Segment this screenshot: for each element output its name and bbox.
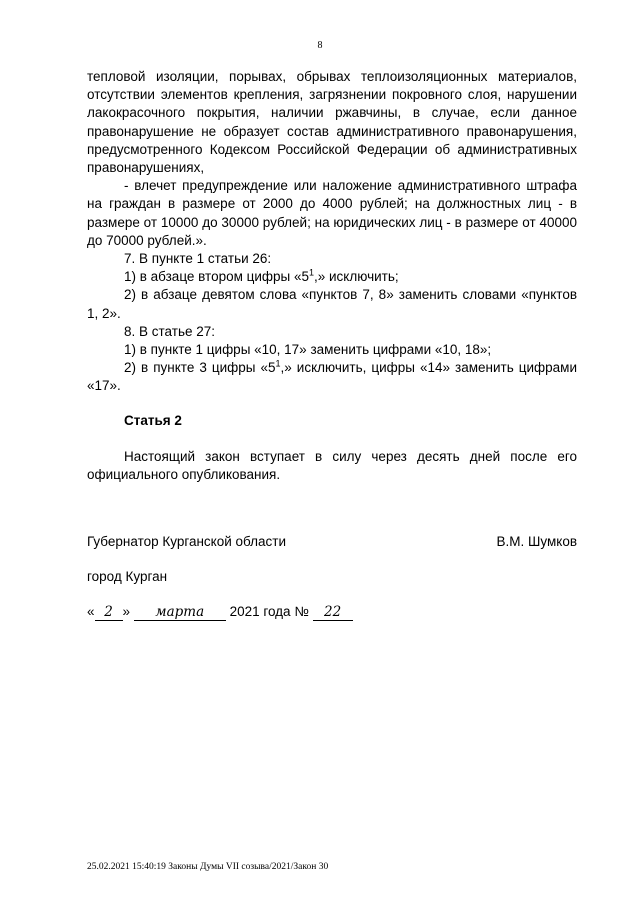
page-number: 8 (317, 40, 323, 51)
paragraph: 7. В пункте 1 статьи 26: (124, 251, 272, 267)
paragraph: 2) в абзаце девятом слова «пунктов 7, 8» заменить словами «пунктов 1, 2». (87, 287, 577, 321)
paragraph: 1) в пункте 1 цифры «10, 17» заменить цифрами «10, 18»; (124, 342, 492, 358)
handwritten-day: 2 (95, 605, 123, 621)
signatory-position: Губернатор Курганской области (87, 534, 287, 549)
year-and-number-label: 2021 года № (229, 604, 309, 619)
date-line (87, 604, 353, 621)
paragraph-text: ,» исключить; (314, 269, 399, 285)
open-quote: « (87, 604, 95, 619)
signature-row (87, 534, 577, 549)
article-heading: Статья 2 (124, 413, 182, 428)
close-quote: » (122, 604, 131, 619)
paragraph-text: 1) в абзаце втором цифры «5 (124, 269, 309, 285)
law-text-body (87, 68, 577, 396)
signatory-name: В.М. Шумков (496, 534, 577, 549)
city-label: город Курган (87, 569, 168, 584)
handwritten-number: 22 (313, 605, 353, 621)
paragraph: - влечет предупреждение или наложение административного штрафа на граждан в размере от 2000 до 4000 рублей; на должностных лиц - в размере от 10000 до 30000 рублей; на юридических лиц - в размере от 40000 до 70000 рублей.». (87, 178, 577, 248)
paragraph-text: 2) в пункте 3 цифры «5 (124, 360, 276, 376)
paragraph-text: ,» исключить, цифры «14» заменить цифрами «17». (87, 360, 577, 394)
document-footer: 25.02.2021 15:40:19 Законы Думы VII созыва/2021/Закон 30 (87, 862, 329, 872)
paragraph: тепловой изоляции, порывах, обрывах теплоизоляционных материалов, отсутствии элементов крепления, загрязнении покровного слоя, нарушении лакокрасочного покрытия, наличии ржавчины, в случае, если данное правонарушение не образует состав административного правонарушения, предусмотренного Кодексом Российской Федерации об административных правонарушениях, (87, 69, 577, 176)
paragraph: 8. В статье 27: (124, 323, 215, 339)
paragraph (87, 359, 577, 395)
paragraph (87, 268, 577, 286)
handwritten-month: марта (134, 605, 226, 621)
final-text (87, 448, 577, 484)
superscript: 1 (308, 267, 314, 278)
superscript: 1 (275, 358, 281, 369)
paragraph: Настоящий закон вступает в силу через десять дней после его официального опубликования. (87, 449, 577, 483)
